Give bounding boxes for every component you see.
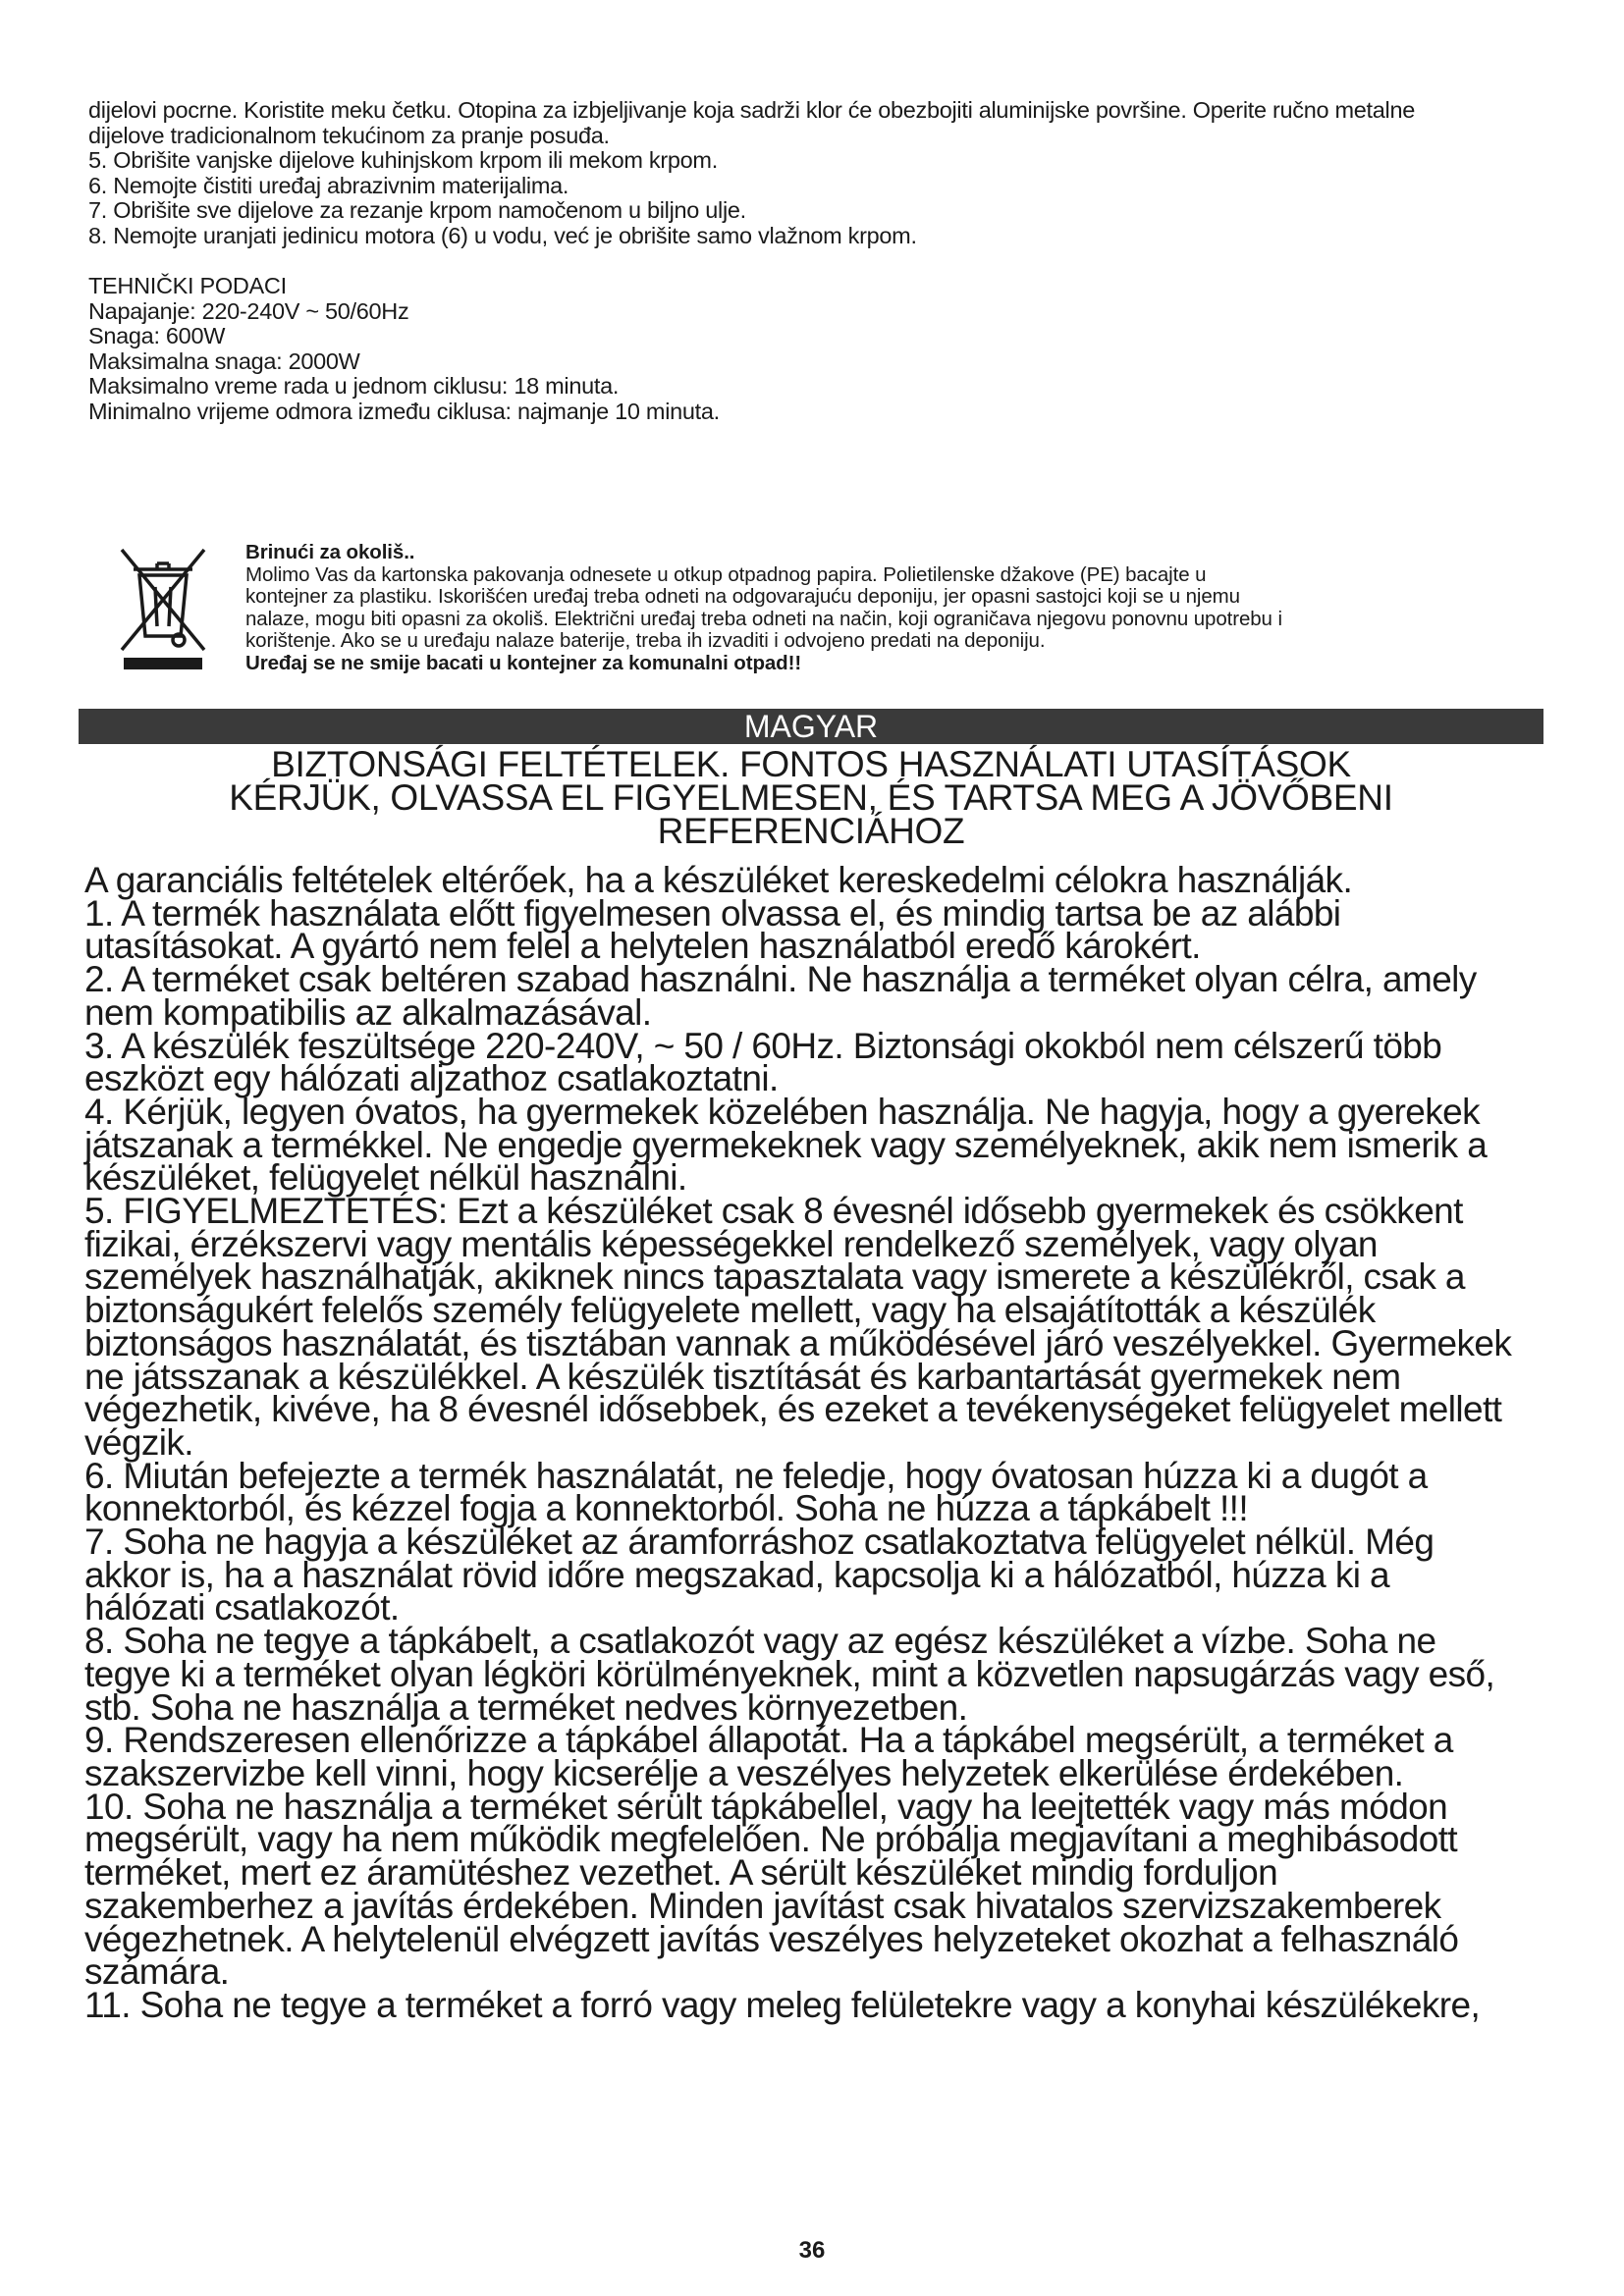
body-line: A garanciális feltételek eltérőek, ha a készüléket kereskedelmi célokra használják. bbox=[84, 860, 1353, 900]
body-line: terméket, mert ez áramütéshez vezethet. A sérült készüléket mindig forduljon bbox=[84, 1852, 1278, 1894]
text-line: 7. Obrišite sve dijelove za rezanje krpom namočenom u biljno ulje. bbox=[88, 197, 746, 223]
body-line: készüléket, felügyelet nélkül használni. bbox=[84, 1157, 687, 1199]
tech-data-line: Napajanje: 220-240V ~ 50/60Hz bbox=[88, 297, 409, 324]
body-line: 10. Soha ne használja a terméket sérült tápkábellel, vagy ha leejtették vagy más módon bbox=[84, 1786, 1448, 1827]
body-line: személyek használhatják, akiknek nincs tapasztalata vagy ismerete a készülékről, csak a bbox=[84, 1256, 1465, 1298]
title-line: KÉRJÜK, OLVASSA EL FIGYELMESEN, ÉS TARTSA MEG A JÖVŐBENI bbox=[229, 777, 1393, 818]
body-line: végzik. bbox=[84, 1421, 193, 1463]
environment-line: korištenje. Ako se u uređaju nalaze baterije, treba ih izvaditi i odvojeno predati na deponiju. bbox=[245, 629, 1046, 652]
tech-data-line: Snaga: 600W bbox=[88, 323, 226, 348]
spacer bbox=[88, 248, 1532, 274]
body-line: 8. Soha ne tegye a tápkábelt, a csatlakozót vagy az egész készüléket a vízbe. Soha ne bbox=[84, 1621, 1436, 1662]
body-line: eszközt egy hálózati aljzathoz csatlakoztatni. bbox=[84, 1058, 779, 1099]
body-line: tegye ki a terméket olyan légköri körülményeknek, mint a közvetlen napsugárzás vagy eső, bbox=[84, 1653, 1495, 1694]
language-banner: MAGYAR bbox=[79, 709, 1543, 744]
body-line: 6. Miután befejezte a termék használatát, ne feledje, hogy óvatosan húzza ki a dugót a bbox=[84, 1455, 1428, 1496]
body-line: végezhetik, kivéve, ha 8 évesnél idősebbek, és ezeket a tevékenységeket felügyelet mellett bbox=[84, 1389, 1502, 1430]
body-line: 3. A készülék feszültsége 220-240V, ~ 50 / 60Hz. Biztonsági okokból nem célszerű több bbox=[84, 1025, 1442, 1066]
body-line: nem kompatibilis az alkalmazásával. bbox=[84, 991, 652, 1033]
safety-title bbox=[79, 744, 1543, 851]
body-line: hálózati csatlakozót. bbox=[84, 1587, 400, 1629]
page-number: 36 bbox=[798, 2237, 826, 2264]
body-line: 4. Kérjük, legyen óvatos, ha gyermekek közelében használja. Ne hagyja, hogy a gyerekek bbox=[84, 1091, 1481, 1132]
body-line: 11. Soha ne tegye a terméket a forró vagy meleg felületekre vagy a konyhai készülékekre, bbox=[84, 1984, 1481, 2025]
body-line: számára. bbox=[84, 1951, 230, 1993]
environment-line: kontejner za plastiku. Iskorišćen uređaj treba odneti na odgovarajuću deponiju, jer opasni sastojci koji se u njemu bbox=[245, 585, 1240, 608]
text-line: 6. Nemojte čistiti uređaj abrazivnim materijalima. bbox=[88, 172, 569, 198]
environment-line: nalaze, mogu biti opasni za okoliš. Električni uređaj treba odneti na način, koji ograničava njegovu ponovnu upotrebu i bbox=[245, 607, 1282, 630]
text-line: 8. Nemojte uranjati jedinicu motora (6) u vodu, već je obrišite samo vlažnom krpom. bbox=[88, 222, 917, 248]
body-line: 2. A terméket csak beltéren szabad használni. Ne használja a terméket olyan célra, amely bbox=[84, 959, 1477, 1000]
environment-line: Molimo Vas da kartonska pakovanja odnesete u otkup otpadnog papira. Polietilenske džakove (PE) bacajte u bbox=[245, 562, 1207, 586]
text-line: dijelovi pocrne. Koristite meku četku. Otopina za izbjeljivanje koja sadrži klor će obezbojiti aluminijske površine. Operite ručno metalne bbox=[88, 97, 1415, 123]
tech-data-title: TEHNIČKI PODACI bbox=[88, 273, 287, 298]
body-line: megsérült, vagy ha nem működik megfelelően. Ne próbálja megjavítani a meghibásodott bbox=[84, 1819, 1458, 1860]
body-line: 9. Rendszeresen ellenőrizze a tápkábel állapotát. Ha a tápkábel megsérült, a terméket a bbox=[84, 1720, 1453, 1761]
environment-notice bbox=[245, 542, 1551, 674]
body-line: biztonságos használatát, és tisztában vannak a működésével járó veszélyekkel. Gyermekek bbox=[84, 1322, 1512, 1363]
body-line: 7. Soha ne hagyja a készüléket az áramforráshoz csatlakoztatva felügyelet nélkül. Még bbox=[84, 1522, 1435, 1563]
body-line: végezhetnek. A helytelenül elvégzett javítás veszélyes helyzeteket okozhat a felhasználó bbox=[84, 1918, 1459, 1959]
croatian-cleaning-section bbox=[88, 98, 1532, 424]
body-line: szakemberhez a javítás érdekében. Minden javítást csak hivatalos szervizszakemberek bbox=[84, 1885, 1441, 1926]
body-line: játszanak a termékkel. Ne engedje gyermekeknek vagy személyeknek, akik nem ismerik a bbox=[84, 1124, 1488, 1165]
environment-title: Brinući za okoliš.. bbox=[245, 541, 415, 563]
body-line: 5. FIGYELMEZTETÉS: Ezt a készüléket csak 8 évesnél idősebb gyermekek és csökkent bbox=[84, 1191, 1463, 1232]
safety-instructions bbox=[84, 860, 1547, 2025]
title-line: BIZTONSÁGI FELTÉTELEK. FONTOS HASZNÁLATI UTASÍTÁSOK bbox=[271, 744, 1351, 784]
tech-data-line: Maksimalna snaga: 2000W bbox=[88, 347, 360, 374]
text-line: 5. Obrišite vanjske dijelove kuhinjskom krpom ili mekom krpom. bbox=[88, 147, 718, 173]
body-line: akkor is, ha a használat rövid időre megszakad, kapcsolja ki a hálózatból, húzza ki a bbox=[84, 1554, 1390, 1595]
body-line: biztonságukért felelős személy felügyelete mellett, vagy ha elsajátították a készülék bbox=[84, 1290, 1376, 1331]
environment-warning: Uređaj se ne smije bacati u kontejner za komunalni otpad!! bbox=[245, 651, 802, 674]
tech-data-line: Maksimalno vreme rada u jednom ciklusu: 18 minuta. bbox=[88, 373, 620, 399]
body-line: utasításokat. A gyártó nem felel a helytelen használatból eredő károkért. bbox=[84, 926, 1201, 967]
body-line: fizikai, érzékszervi vagy mentális képességekkel rendelkező személyek, vagy olyan bbox=[84, 1223, 1378, 1264]
title-line: REFERENCIÁHOZ bbox=[657, 811, 965, 851]
text-line: dijelove tradicionalnom tekućinom za pranje posuđa. bbox=[88, 122, 610, 148]
tech-data-line: Minimalno vrijeme odmora između ciklusa: najmanje 10 minuta. bbox=[88, 398, 720, 424]
body-line: stb. Soha ne használja a terméket nedves környezetben. bbox=[84, 1686, 968, 1728]
body-line: 1. A termék használata előtt figyelmesen olvassa el, és mindig tartsa be az alábbi bbox=[84, 892, 1341, 934]
body-line: ne játsszanak a készülékkel. A készülék tisztítását és karbantartását gyermekek nem bbox=[84, 1356, 1401, 1397]
body-line: szakszervizbe kell vinni, hogy kicserélje a veszélyes helyzetek elkerülése érdekében. bbox=[84, 1752, 1404, 1793]
body-line: konnektorból, és kézzel fogja a konnektorból. Soha ne húzza a tápkábelt !!! bbox=[84, 1488, 1249, 1529]
crossed-out-wheelie-bin-icon bbox=[118, 546, 208, 673]
